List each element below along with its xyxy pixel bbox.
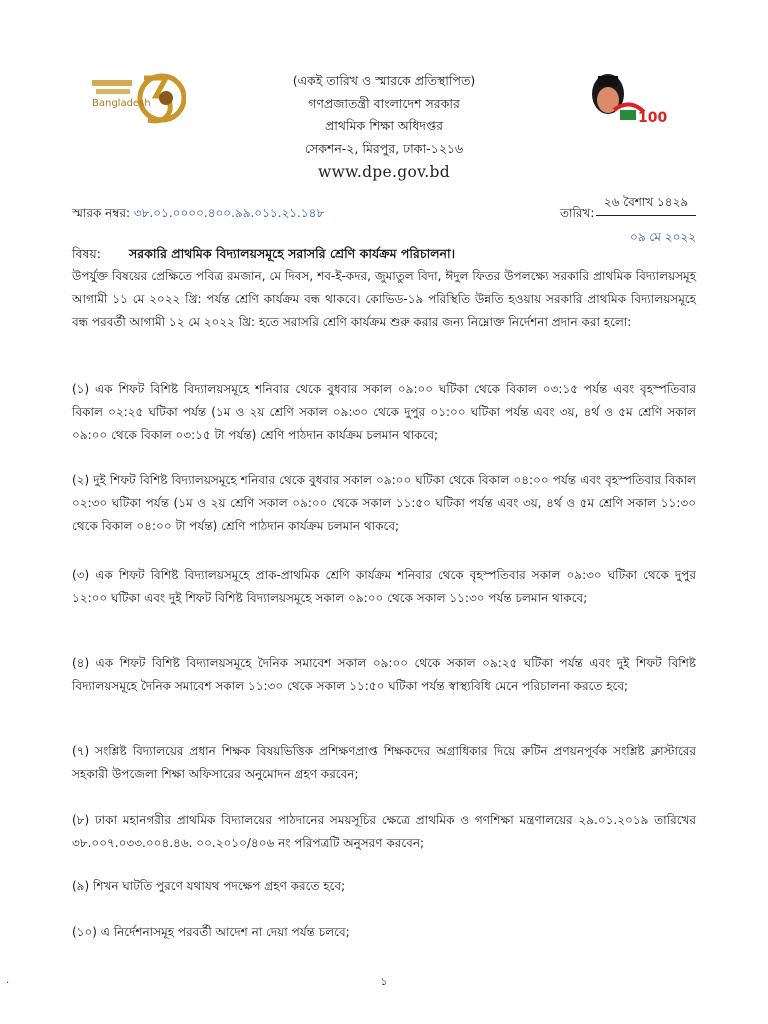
memo-label: স্মারক নম্বর:	[72, 206, 131, 220]
subject-label: বিষয়:	[72, 246, 102, 261]
mujib-borsho-logo	[584, 70, 670, 132]
directive-item: (৩) এক শিফট বিশিষ্ট বিদ্যালয়সমূহে প্রাক-প্রাথমিক শ্রেণি কার্যক্রম শনিবার থেকে বৃহস্পতিবার সকাল ০৯:৩০ ঘটিকা থেকে দুপুর ১২:০০ ঘটিকা এবং দুই শিফট বিশিষ্ট বিদ্যালয়সমূহে সকাল ০৯:০০ থেকে সকাল ১১:৩০ পর্যন্ত চলমান থাকবে;	[72, 568, 696, 605]
directive-item: (১) এক শিফট বিশিষ্ট বিদ্যালয়সমূহে শনিবার থেকে বুধবার সকাল ০৯:০০ ঘটিকা থেকে বিকাল ০৩:১৫ পর্যন্ত এবং বৃহস্পতিবার বিকাল ০২:২৫ ঘটিকা পর্যন্ত (১ম ও ২য় শ্রেণি সকাল ০৯:৩০ থেকে দুপুর ০১:০০ ঘটিকা পর্যন্ত এবং ৩য়, ৪র্থ ও ৫ম শ্রেণি সকাল ০৯:০০ থেকে বিকাল ০৩:১৫ টা পর্যন্ত) শ্রেণি পাঠদান কার্যক্রম চলমান থাকবে;	[72, 382, 696, 442]
page-number: ১	[380, 975, 388, 988]
date-label: তারিখ:	[560, 206, 595, 220]
svg-text:100: 100	[638, 110, 668, 126]
mujib-100-icon	[584, 70, 670, 132]
subject-line	[72, 246, 455, 266]
directive-item: (৮) ঢাকা মহানগরীর প্রাথমিক বিদ্যালয়ের পাঠদানের সময়সূচির ক্ষেত্রে প্রাথমিক ও গণশিক্ষা মন্ত্রণালয়ের ২৯.০১.২০১৯ তারিখের ৩৮.০০৭.০৩৩.০০৪.৪৬. ০০.২০১০/৪০৬ নং পরিপত্রটি অনুসরণ করবেন;	[72, 813, 696, 850]
date-bangla: ২৬ বৈশাখ ১৪২৯	[596, 194, 696, 216]
website-link[interactable]: www.dpe.gov.bd	[318, 163, 450, 181]
directive-item: (২) দুই শিফট বিশিষ্ট বিদ্যালয়সমূহে শনিবার থেকে বুধবার সকাল ০৯:০০ ঘটিকা থেকে বিকাল ০৪:০০ পর্যন্ত এবং বৃহস্পতিবার বিকাল ০২:৩০ ঘটিকা পর্যন্ত (১ম ও ২য় শ্রেণি সকাল ০৯:০০ থেকে সকাল ১১:৫০ ঘটিকা পর্যন্ত এবং ৩য়, ৪র্থ ও ৫ম শ্রেণি সকাল ১১:৩০ থেকে বিকাল ০৪:০০ টা পর্যন্ত) শ্রেণি পাঠদান কার্যক্রম চলমান থাকবে;	[72, 473, 696, 533]
government-name: গণপ্রজাতন্ত্রী বাংলাদেশ সরকার	[308, 95, 460, 111]
replacement-note: (একই তারিখ ও স্মারকে প্রতিস্থাপিত)	[292, 73, 476, 88]
margin-dot: .	[6, 975, 10, 986]
subject-text: সরকারি প্রাথমিক বিদ্যালয়সমূহে সরাসরি শ্রেণি কার্যক্রম পরিচালনা।	[128, 246, 456, 261]
memo-number	[72, 205, 324, 225]
directive-item: (৭) সংশ্লিষ্ট বিদ্যালয়ের প্রধান শিক্ষক বিষয়ভিত্তিক প্রশিক্ষণপ্রাপ্ত শিক্ষকদের অগ্রাধিকার দিয়ে রুটিন প্রণয়নপূর্বক সংশ্লিষ্ট ক্লাস্টারের সহকারী উপজেলা শিক্ষা অফিসারের অনুমোদন গ্রহণ করবেন;	[72, 744, 696, 781]
directive-item: (৪) এক শিফট বিশিষ্ট বিদ্যালয়সমূহে দৈনিক সমাবেশ সকাল ০৯:০০ থেকে সকাল ০৯:২৫ ঘটিকা পর্যন্ত এবং দুই শিফট বিশিষ্ট বিদ্যালয়সমূহে দৈনিক সমাবেশ সকাল ১১:৩০ থেকে সকাল ১১:৫০ ঘটিকা পর্যন্ত স্বাস্থ্যবিধি মেনে পরিচালনা করতে হবে;	[72, 656, 696, 693]
office-address: সেকশন-২, মিরপুর, ঢাকা-১২১৬	[304, 140, 464, 156]
directive-item: (১০) এ নির্দেশনাসমূহ পরবর্তী আদেশ না দেয়া পর্যন্ত চলবে;	[72, 925, 350, 939]
directive-item: (৯) শিখন ঘাটতি পুরণে যথাযথ পদক্ষেপ গ্রহণ করতে হবে;	[72, 879, 346, 893]
date-english: ০৯ মে ২০২২	[630, 230, 696, 244]
directorate-name: প্রাথমিক শিক্ষা অধিদপ্তর	[324, 118, 444, 133]
letterhead	[200, 70, 568, 184]
intro-paragraph: উপর্যুক্ত বিষয়ের প্রেক্ষিতে পবিত্র রমজান, মে দিবস, শব-ই-কদর, জুমাতুল বিদা, ঈদুল ফিতর উপলক্ষ্যে সরকারি প্রাথমিক বিদ্যালয়সমূহ আগামী ১১ মে ২০২২ খ্রি: পর্যন্ত শ্রেণি কার্যক্রম বন্ধ থাকবে। কোভিড-১৯ পরিস্থিতি উন্নতি হওয়ায় সরকারি প্রাথমিক বিদ্যালয়সমূহে বন্ধ পরবর্তী আগামী ১২ মে ২০২২ খ্রি: হতে সরাসরি শ্রেণি কার্যক্রম শুরু করার জন্য নিম্নোক্ত নির্দেশনা প্রদান করা হলো:	[72, 269, 696, 329]
memo-value: ৩৮.০১.০০০০.৪০০.৯৯.০১১.২১.১৪৮	[133, 206, 325, 220]
logo-text: Bangladesh	[92, 98, 151, 109]
golden-jubilee-logo	[86, 68, 186, 130]
